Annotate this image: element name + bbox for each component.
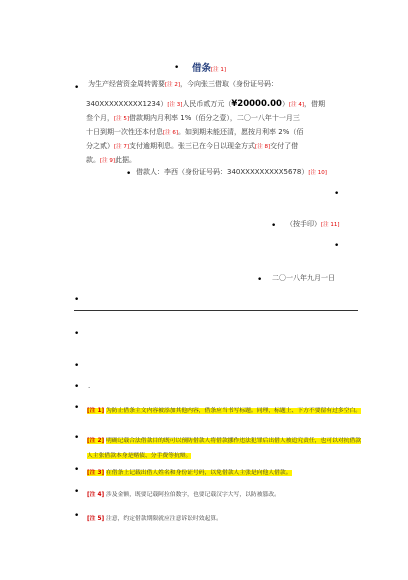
- bullet: •: [126, 169, 132, 179]
- text: 款。: [86, 156, 100, 164]
- paragraph-line-2: [86, 98, 350, 112]
- paragraph-line-1: [88, 78, 350, 92]
- footnote-text: [87, 404, 363, 419]
- bullet: •: [174, 63, 180, 73]
- bullet: •: [74, 295, 80, 305]
- text: 十日到期一次性还本付息: [86, 128, 163, 136]
- bullet: •: [74, 511, 80, 521]
- footnote-text: [87, 512, 363, 527]
- bullet: •: [74, 83, 80, 93]
- footnote-text: [87, 434, 363, 464]
- document-title: 借条: [192, 63, 212, 74]
- paragraph-line-5: [86, 140, 350, 154]
- footnote-body: 在借条上记载出借人姓名和身份证号码，以免借款人主张是向他人借款。: [106, 470, 292, 476]
- loan-amount: ¥20000.00: [231, 99, 282, 109]
- note-ref-4: [注 4]: [288, 102, 304, 108]
- footnote-4: [74, 488, 363, 503]
- footnote-body: 明确记载合法借款目的既可以预防借款人将借款挪作违法犯罪后出借人被追究责任，也可以对抗借款人主张借款本身是赌债、分手费等抗辩。: [87, 438, 362, 459]
- bullet: •: [271, 221, 277, 231]
- text: ，今向张三借取（身份证号码：: [180, 80, 279, 88]
- footnote-tag: [注 2]: [87, 438, 105, 444]
- bullet: •: [74, 403, 80, 413]
- date-line: [272, 272, 335, 285]
- text: 340XXXXXXXXX1234）: [86, 100, 168, 108]
- bullet: •: [74, 465, 80, 475]
- note-ref-8: [注 8]: [255, 144, 271, 150]
- loan-paragraph: [88, 78, 350, 168]
- note-ref-7: [注 7]: [114, 144, 130, 150]
- note-ref-9: [注 9]: [100, 158, 116, 164]
- bullet: •: [74, 329, 80, 339]
- document-title-line: [192, 60, 226, 74]
- paragraph-line-4: [86, 126, 350, 140]
- footnote-tag: [注 1]: [87, 408, 105, 414]
- footnote-tag: [注 3]: [87, 470, 105, 476]
- note-ref-6: [注 6]: [163, 130, 179, 136]
- paragraph-line-3: [86, 112, 350, 126]
- fingerprint-text: （按手印）: [286, 220, 321, 228]
- borrower-text: 借款人：李西（身份证号码：340XXXXXXXXX5678）: [136, 168, 309, 176]
- note-ref-2: [注 2]: [165, 82, 181, 88]
- text: ）: [281, 100, 289, 108]
- text: 借款期内月利率 1%（佰分之壹），二〇一八年十一月三: [129, 114, 300, 122]
- bullet: •: [334, 241, 340, 251]
- bullet: •: [334, 189, 340, 199]
- loan-date: 二〇一八年九月一日: [272, 274, 335, 282]
- fingerprint-line: [286, 218, 340, 232]
- text: 交付了借: [270, 142, 299, 150]
- footnote-text: [87, 488, 363, 503]
- note-ref-5: [注 5]: [114, 116, 130, 122]
- bullet: •: [74, 361, 80, 371]
- footnote-body: 注意，约定借款期限就应注意诉讼时效起算。: [106, 516, 222, 522]
- bullet: •: [257, 275, 263, 285]
- bullet: •: [74, 382, 80, 392]
- footnote-separator: [74, 310, 358, 311]
- text: 此据。: [115, 156, 137, 164]
- footnote-2: [74, 434, 363, 464]
- period-mark: .: [88, 382, 91, 390]
- footnote-1: [74, 404, 363, 419]
- footnote-5: [74, 512, 363, 527]
- footnote-tag: [注 4]: [87, 492, 105, 498]
- note-ref-11: [注 11]: [321, 222, 340, 228]
- text: 人民币贰万元（: [182, 100, 232, 108]
- note-ref-1: [注 1]: [211, 67, 227, 73]
- footnote-text: [87, 466, 363, 481]
- bullet: •: [74, 487, 80, 497]
- bullet: •: [74, 433, 80, 443]
- text: 。如到期未能还清，愿按月利率 2%（佰: [178, 128, 304, 136]
- footnote-3: [74, 466, 363, 481]
- text: 支付逾期利息。张三已在今日以现金方式: [129, 142, 256, 150]
- text: 分之贰）: [86, 142, 114, 150]
- borrower-line: [136, 166, 327, 180]
- note-ref-3: [注 3]: [167, 102, 183, 108]
- footnote-tag: [注 5]: [87, 516, 105, 522]
- note-ref-10: [注 10]: [308, 170, 327, 176]
- footnote-body: 涉及金额，既要记载阿拉伯数字，也要记载汉字大写，以防被篡改。: [106, 492, 280, 498]
- text: 为生产经营资金周转需要: [88, 80, 165, 88]
- footnote-body: 为防止借条主文内容被添加其他内容，借条应当书写标题。同理，标题上、下方不要留有过多空白。: [106, 408, 362, 414]
- text: ，借期: [303, 100, 325, 108]
- text: 叁个月，: [86, 114, 114, 122]
